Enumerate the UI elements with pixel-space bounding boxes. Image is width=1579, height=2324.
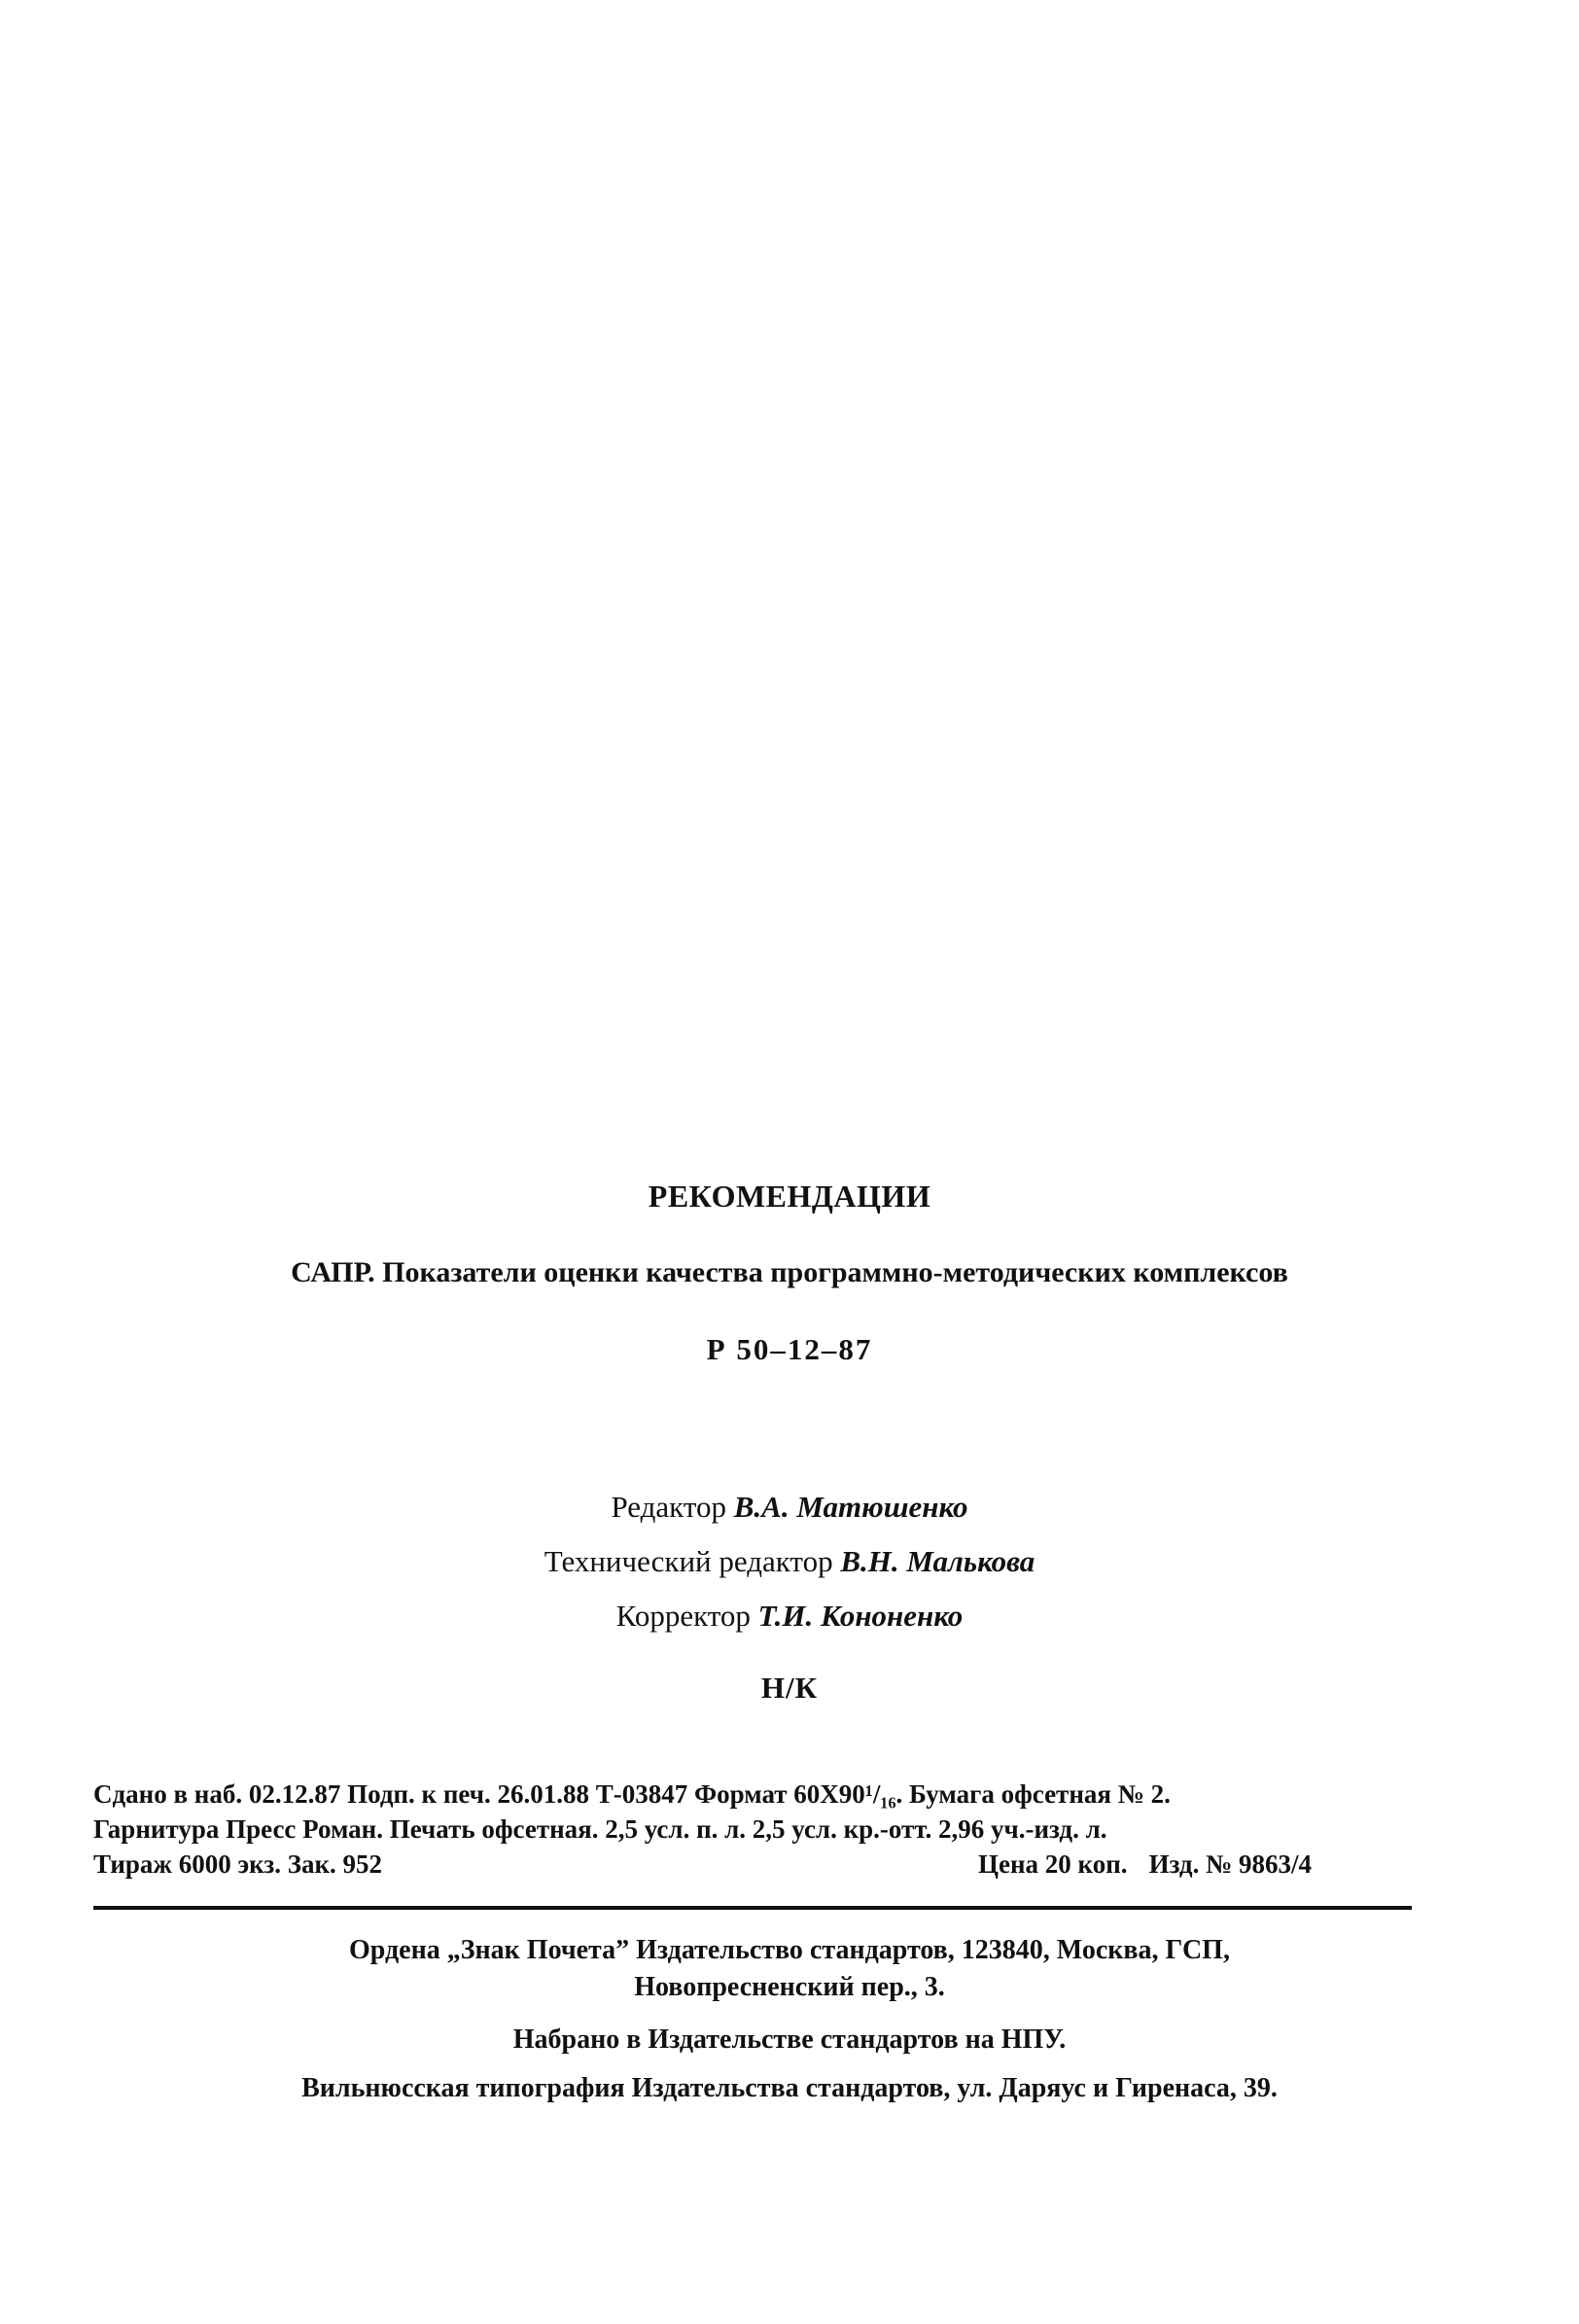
- credit-technical-editor: [0, 1544, 1579, 1579]
- document-code: Р 50–12–87: [706, 1332, 873, 1366]
- credit-person: Т.И. Кононенко: [757, 1599, 964, 1633]
- imprint-line-1: Сдано в наб. 02.12.87 Подп. к печ. 26.01.88 Т-03847 Формат 60Х90¹/₁₆. Бумага офсетная № 2.: [93, 1779, 1171, 1809]
- edition-number: Изд. № 9863/4: [1148, 1849, 1312, 1879]
- nk-mark: Н/К: [760, 1671, 819, 1705]
- horizontal-rule: [93, 1906, 1412, 1910]
- credit-proofreader: [0, 1599, 1579, 1634]
- credit-role: Технический редактор: [544, 1544, 833, 1578]
- publisher-line-2: Новопресненский пер., 3.: [634, 1972, 945, 2002]
- printer-line: Вильнюсская типография Издательства стандартов, ул. Даряус и Гиренаса, 39.: [301, 2073, 1278, 2103]
- credit-person: В.А. Матюшенко: [733, 1490, 968, 1524]
- publisher-line-1: Ордена „Знак Почета” Издательство стандартов, 123840, Москва, ГСП,: [349, 1935, 1230, 1965]
- print-run: Тираж 6000 экз. Зак. 952: [93, 1849, 383, 1879]
- document-title: РЕКОМЕНДАЦИИ: [648, 1179, 931, 1214]
- credit-role: Редактор: [611, 1490, 726, 1524]
- price: Цена 20 коп.: [978, 1849, 1128, 1879]
- imprint-line-2: Гарнитура Пресс Роман. Печать офсетная. 2,5 усл. п. л. 2,5 усл. кр.-отт. 2,96 уч.-изд. л.: [93, 1814, 1107, 1844]
- typeset-line: Набрано в Издательстве стандартов на НПУ.: [512, 2025, 1067, 2055]
- credit-role: Корректор: [615, 1599, 751, 1633]
- credit-editor: [0, 1490, 1579, 1525]
- credit-person: В.Н. Малькова: [840, 1544, 1035, 1578]
- price-and-edition: [978, 1849, 1333, 1880]
- document-subtitle: САПР. Показатели оценки качества программно-методических комплексов: [291, 1256, 1288, 1288]
